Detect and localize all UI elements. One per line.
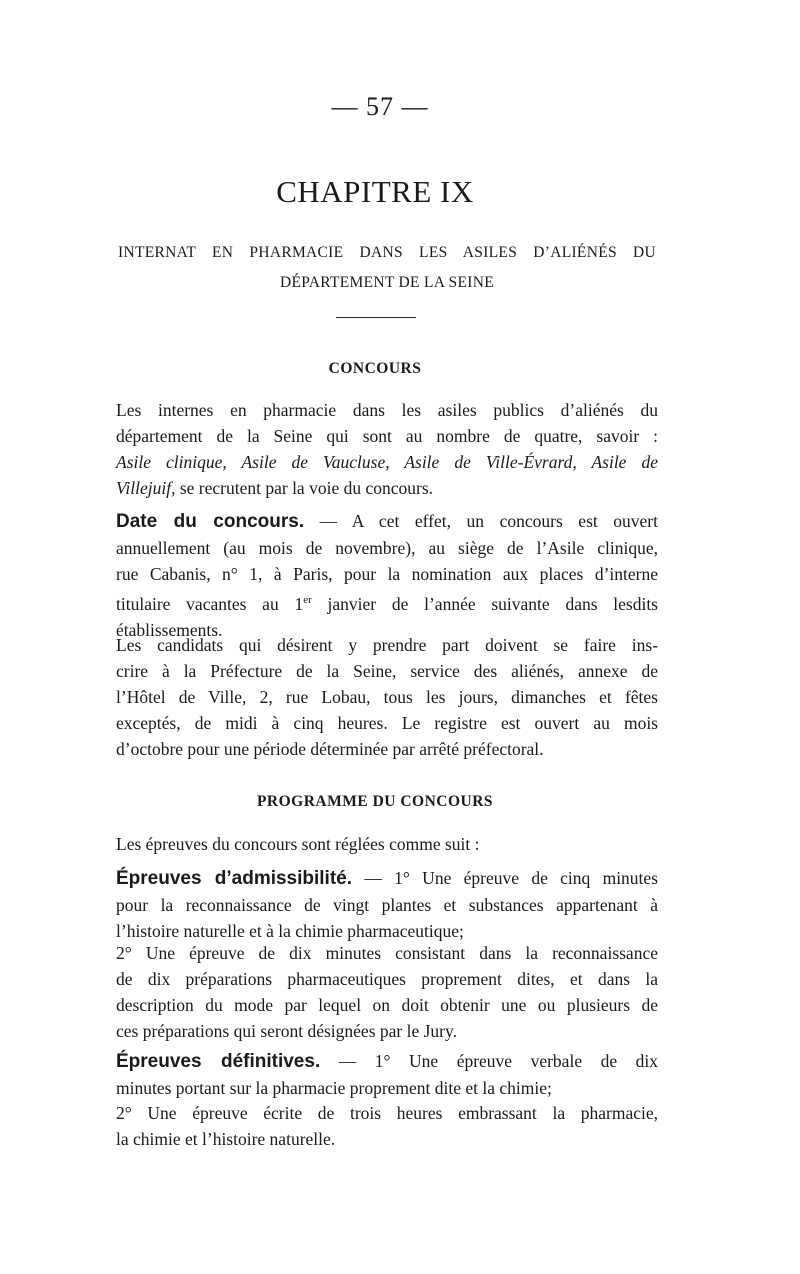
text-line: minutes portant sur la pharmacie proprement dite et la chimie; [116,1078,552,1098]
text-line: Les internes en pharmacie dans les asiles publics d’aliénés du [116,400,658,420]
text-line: 2° Une épreuve écrite de trois heures embrassant la pharmacie, [116,1103,658,1123]
section-separator [336,317,416,318]
text-line [116,475,658,501]
chapter-subtitle-line: INTERNAT EN PHARMACIE DANS LES ASILES D’ALIÉNÉS DU [118,244,656,261]
lead-heading-date: Date du concours. [116,511,305,532]
superscript: er [303,594,312,606]
text-line: l’Hôtel de Ville, 2, rue Lobau, tous les jours, dimanches et fêtes [116,687,658,707]
text-fragment: — 1° Une épreuve de cinq minutes [352,868,658,888]
paragraph-epreuve-ecrite [116,1100,658,1152]
text-line: département de la Seine qui sont au nombre de quatre, savoir : [116,426,658,446]
text-fragment: titulaire vacantes au 1 [116,593,304,614]
paragraph-date-concours [116,508,658,643]
text-line: l’histoire naturelle et à la chimie pharmaceutique; [116,921,464,941]
lead-heading-definitives: Épreuves définitives. [116,1051,321,1072]
text-line [116,865,658,892]
section-heading-concours: CONCOURS [328,360,422,377]
text-line-italic [116,449,658,475]
text-line: Les candidats qui désirent y prendre part doivent se faire ins- [116,635,658,655]
lead-heading-admissibilite: Épreuves d’admissibilité. [116,868,353,889]
text-line: annuellement (au mois de novembre), au siège de l’Asile clinique, [116,538,658,558]
chapter-subtitle [118,238,656,298]
page-number: — 57 — [331,92,429,121]
paragraph-intro [116,831,658,857]
chapter-subtitle-line: DÉPARTEMENT DE LA SEINE [280,274,494,291]
paragraph-admissibilite [116,865,658,944]
text-line: 2° Une épreuve de dix minutes consistant dans la reconnaissance [116,943,658,963]
text-fragment: janvier de l’année suivante dans lesdits [311,593,658,614]
text-line [116,587,658,617]
text-line [116,508,658,535]
text-line [116,1048,658,1075]
text-fragment: se recrutent par la voie du concours. [175,478,434,498]
text-line: exceptés, de midi à cinq heures. Le registre est ouvert au mois [116,713,658,733]
text-line: crire à la Préfecture de la Seine, service des aliénés, annexe de [116,661,658,681]
text-line: la chimie et l’histoire naturelle. [116,1129,336,1149]
asile-villejuif: Villejuif, [116,478,176,498]
paragraph-definitives [116,1048,658,1101]
text-fragment: — A cet effet, un concours est ouvert [304,511,658,531]
paragraph-candidats [116,632,658,762]
text-line: ces préparations qui seront désignées par le Jury. [116,1021,457,1041]
text-line: rue Cabanis, n° 1, à Paris, pour la nomination aux places d’interne [116,564,658,584]
text-line: établissements. [116,619,223,640]
text-line: d’octobre pour une période déterminée par arrêté préfectoral. [116,739,544,759]
chapter-title: CHAPITRE IX [276,174,474,209]
text-line: Les épreuves du concours sont réglées comme suit : [116,834,480,854]
text-fragment: — 1° Une épreuve verbale de dix [320,1051,658,1071]
asile-list: Asile clinique, Asile de Vaucluse, Asile de Ville-Évrard, Asile de [116,452,658,472]
text-line: description du mode par lequel on doit obtenir une ou plusieurs de [116,995,658,1015]
section-heading-programme: PROGRAMME DU CONCOURS [256,793,494,810]
paragraph-preparations [116,940,658,1044]
text-line: pour la reconnaissance de vingt plantes et substances appartenant à [116,895,658,915]
paragraph-internes [116,397,658,501]
text-line: de dix préparations pharmaceutiques proprement dites, et dans la [116,969,658,989]
